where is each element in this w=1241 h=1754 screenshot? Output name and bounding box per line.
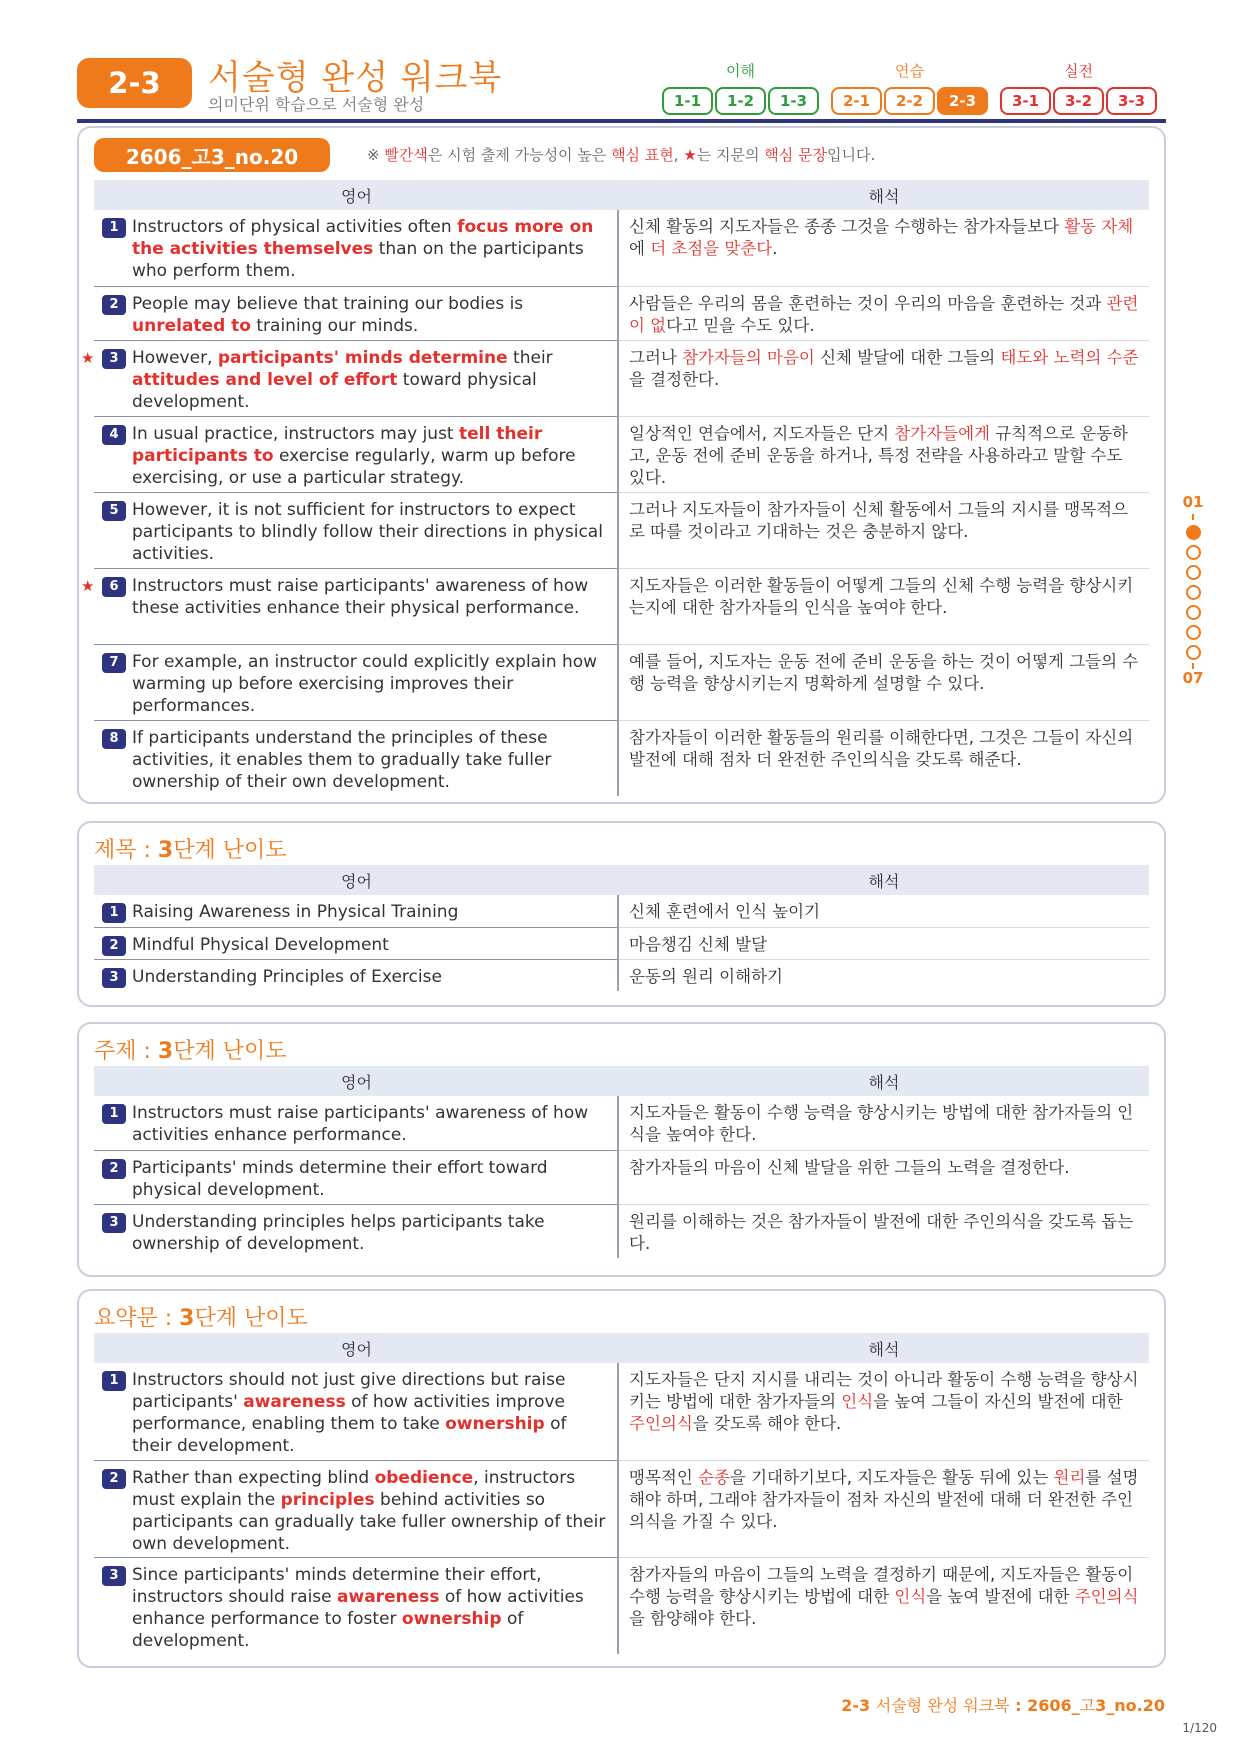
- sentence-number-badge: 3: [102, 968, 126, 988]
- text-segment: Participants' minds determine their effort toward physical development.: [132, 1158, 548, 1200]
- table-row: [81, 568, 1149, 644]
- text-segment: 참가자들의 마음이 그들의 노력을 결정하기 때문에, 지도자들은 활동이 수행 능력을 향상시키는 방법에 대한: [629, 1565, 1134, 1606]
- text-segment: Rather than expecting blind: [132, 1468, 375, 1488]
- key-expression: 참가자들에게: [894, 424, 990, 443]
- english-cell: [94, 895, 619, 927]
- key-expression: 주인의식: [1074, 1587, 1139, 1606]
- text-segment: 을 높여 발전에 대한: [926, 1587, 1075, 1606]
- side-nav-dots: [1180, 525, 1206, 660]
- key-expression: ownership: [445, 1414, 545, 1434]
- nav-group-understand: [662, 60, 819, 115]
- summary-table: [94, 1333, 1149, 1654]
- column-header-english: 영어: [341, 1339, 372, 1359]
- table-row: [94, 1557, 1149, 1654]
- sentence-number-badge: 1: [102, 903, 126, 923]
- key-expression: awareness: [337, 1587, 440, 1607]
- text-segment: 운동의 원리 이해하기: [629, 967, 783, 986]
- table-row: [94, 895, 1149, 927]
- page-subtitle: 의미단위 학습으로 서술형 완성: [208, 95, 425, 114]
- progress-dot[interactable]: [1186, 625, 1201, 640]
- text-segment: People may believe that training our bodies is: [132, 294, 524, 314]
- passage-table: [81, 180, 1149, 796]
- text-segment: Understanding Principles of Exercise: [132, 967, 442, 987]
- translation-cell: [619, 492, 1149, 568]
- english-cell: [94, 927, 619, 959]
- text-segment: 을 높여 그들이 자신의 발전에 대한: [873, 1392, 1123, 1411]
- text-segment: 규칙적으로 운동하고, 운동 전에 준비 운동을 하거나, 특정 전략을 사용하라고 말할 수도 있다.: [629, 424, 1128, 487]
- text-segment: 를 설명해야 하며, 그래야 참가자들이 점차 자신의 발전에 대해 더 완전한 주인의식을 가질 수 있다.: [629, 1468, 1139, 1531]
- translation-cell: [619, 895, 1149, 927]
- column-header-english: 영어: [341, 186, 372, 206]
- nav-group-label: 연습: [895, 62, 924, 80]
- text-segment: 을 결정한다.: [629, 370, 720, 389]
- progress-dot[interactable]: [1186, 565, 1201, 580]
- text-segment: of their development.: [132, 1414, 567, 1456]
- text-segment: In usual practice, instructors may just: [132, 424, 460, 444]
- translation-cell: [619, 1557, 1149, 1654]
- english-cell: [94, 210, 619, 286]
- page-title: 서술형 완성 워크북: [208, 58, 503, 98]
- text-segment: Instructors should not just give directions but raise participants': [132, 1370, 566, 1412]
- summary-panel: [77, 1289, 1166, 1668]
- progress-dot[interactable]: [1186, 585, 1201, 600]
- key-expression: unrelated to: [132, 316, 251, 336]
- key-expression: 인식: [894, 1587, 927, 1606]
- text-segment: 신체 발달에 대한 그들의: [814, 348, 1001, 367]
- text-segment: behind activities so participants can gradually take fuller ownership of their own development.: [132, 1490, 606, 1554]
- column-header-english: 영어: [341, 871, 372, 891]
- sentence-number-badge: 6: [102, 577, 126, 597]
- table-row: [94, 1460, 1149, 1557]
- table-row: [94, 1150, 1149, 1204]
- footer-label: 2-3 서술형 완성 워크북 : 2606_고3_no.20: [841, 1696, 1165, 1715]
- theme-panel: [77, 1022, 1166, 1277]
- side-nav-end-label: 07: [1182, 669, 1204, 687]
- section-badge: 2-3: [77, 58, 192, 108]
- text-segment: 을 함양해야 한다.: [629, 1609, 757, 1628]
- page-number: 1/120: [1182, 1721, 1217, 1735]
- section-heading: 제목 : 3단계 난이도: [94, 838, 287, 863]
- english-cell: [94, 644, 619, 720]
- table-row: [94, 959, 1149, 991]
- nav-group-label: 실전: [1064, 62, 1093, 80]
- nav-button-2-2[interactable]: 2-2: [884, 87, 935, 115]
- table-header: [94, 1066, 1149, 1096]
- progress-dot[interactable]: [1186, 545, 1201, 560]
- side-nav-bar: [1192, 514, 1194, 520]
- key-sentence-star-icon: ★: [81, 577, 95, 595]
- side-progress-nav: [1180, 493, 1206, 687]
- translation-cell: [619, 416, 1149, 492]
- side-nav-start-label: 01: [1182, 493, 1204, 511]
- english-cell: [94, 959, 619, 991]
- text-segment: 지도자들은 이러한 활동들이 어떻게 그들의 신체 수행 능력을 향상시키는지에 대한 참가자들의 인식을 높여야 한다.: [629, 576, 1134, 617]
- nav-button-3-2[interactable]: 3-2: [1053, 87, 1104, 115]
- nav-group-label: 이해: [726, 62, 755, 80]
- english-cell: [94, 492, 619, 568]
- key-expression: 더 초점을 맞춘다: [650, 239, 773, 258]
- table-row: [94, 416, 1149, 492]
- text-segment: 예를 들어, 지도자는 운동 전에 준비 운동을 하는 것이 어떻게 그들의 수행 능력을 향상시키는지 명확하게 설명할 수 있다.: [629, 652, 1139, 693]
- key-expression: focus more on the activities themselves: [132, 217, 594, 259]
- key-expression: 태도와 노력의 수준: [1000, 348, 1139, 367]
- english-cell: [94, 720, 619, 796]
- text-segment: For example, an instructor could explicitly explain how warming up before exercising improves their performances.: [132, 652, 598, 716]
- nav-button-1-3[interactable]: 1-3: [768, 87, 819, 115]
- key-expression: 관련이 없: [629, 294, 1139, 335]
- nav-button-2-3[interactable]: 2-3: [937, 87, 988, 115]
- sentence-number-badge: 2: [102, 1159, 126, 1179]
- column-header-translation: 해석: [868, 186, 900, 206]
- text-segment: 그러나 지도자들이 참가자들이 신체 활동에서 그들의 지시를 맹목적으로 따를 것이라고 기대하는 것은 충분하지 않다.: [629, 500, 1128, 541]
- nav-button-3-3[interactable]: 3-3: [1106, 87, 1157, 115]
- title-table: [94, 865, 1149, 991]
- table-row: [94, 492, 1149, 568]
- passage-panel: [77, 126, 1166, 804]
- text-segment: 원리를 이해하는 것은 참가자들이 발전에 대한 주인의식을 갖도록 돕는다.: [629, 1212, 1134, 1253]
- key-expression: 주인의식: [629, 1414, 693, 1433]
- text-segment: Instructors must raise participants' awareness of how activities enhance performance.: [132, 1103, 589, 1145]
- table-header: [94, 180, 1149, 210]
- text-segment: of how activities enhance performance to foster: [132, 1587, 584, 1629]
- translation-cell: [619, 644, 1149, 720]
- key-expression: obedience: [374, 1468, 474, 1488]
- sentence-number-badge: 3: [102, 349, 126, 369]
- text-segment: Mindful Physical Development: [132, 935, 389, 955]
- key-expression: 활동 자체: [1064, 217, 1134, 236]
- title-rows: [94, 895, 1149, 991]
- key-expression: 인식: [841, 1392, 874, 1411]
- table-row: [94, 286, 1149, 340]
- sentence-number-badge: 5: [102, 501, 126, 521]
- key-expression: participants' minds determine: [217, 348, 508, 368]
- text-segment: 그러나: [629, 348, 683, 367]
- text-segment: of how activities improve performance, enabling them to take: [132, 1392, 566, 1434]
- column-header-translation: 해석: [868, 1072, 900, 1092]
- text-segment: 마음챙김 신체 발달: [629, 935, 768, 954]
- nav-button-1-1[interactable]: 1-1: [662, 87, 713, 115]
- sentence-number-badge: 7: [102, 653, 126, 673]
- column-header-english: 영어: [341, 1072, 372, 1092]
- text-segment: 에: [629, 239, 651, 258]
- translation-cell: [619, 1204, 1149, 1258]
- table-row: [94, 210, 1149, 286]
- passage-rows: [81, 210, 1149, 796]
- translation-cell: [619, 340, 1149, 416]
- progress-dot[interactable]: [1186, 605, 1201, 620]
- key-expression: ownership: [401, 1609, 502, 1629]
- sentence-number-badge: 2: [102, 1469, 126, 1489]
- text-segment: 참가자들이 이러한 활동들의 원리를 이해한다면, 그것은 그들이 자신의 발전에 대해 점차 더 완전한 주인의식을 갖도록 해준다.: [629, 728, 1134, 769]
- key-expression: 순종: [698, 1468, 730, 1487]
- table-row: [94, 1363, 1149, 1460]
- text-segment: training our minds.: [250, 316, 419, 336]
- table-row: [94, 1204, 1149, 1258]
- theme-rows: [94, 1096, 1149, 1258]
- text-segment: 맹목적인: [629, 1468, 699, 1487]
- translation-cell: [619, 959, 1149, 991]
- nav-button-1-2[interactable]: 1-2: [715, 87, 766, 115]
- nav-group-practice: [831, 60, 988, 115]
- nav-group-actual: [1000, 60, 1157, 115]
- text-segment: 사람들은 우리의 몸을 훈련하는 것이 우리의 마음을 훈련하는 것과: [629, 294, 1107, 313]
- english-cell: [94, 1204, 619, 1258]
- key-expression: attitudes and level of effort: [132, 370, 398, 390]
- key-expression: tell their participants to: [132, 424, 543, 466]
- title-panel: [77, 821, 1166, 1007]
- translation-cell: [619, 1150, 1149, 1204]
- text-segment: 지도자들은 활동이 수행 능력을 향상시키는 방법에 대한 참가자들의 인식을 높여야 한다.: [629, 1103, 1134, 1144]
- nav-button-3-1[interactable]: 3-1: [1000, 87, 1051, 115]
- sentence-number-badge: 8: [102, 729, 126, 749]
- key-expression: 원리: [1053, 1468, 1086, 1487]
- legend-note: ※ 빨간색은 시험 출제 가능성이 높은 핵심 표현, ★는 지문의 핵심 문장입니다.: [367, 146, 876, 164]
- text-segment: 신체 활동의 지도자들은 종종 그것을 수행하는 참가자들보다: [629, 217, 1065, 236]
- translation-cell: [619, 1096, 1149, 1150]
- text-segment: than on the participants who perform them.: [132, 239, 584, 281]
- table-row: [81, 340, 1149, 416]
- text-segment: 다고 믿을 수도 있다.: [666, 316, 815, 335]
- text-segment: of development.: [132, 1609, 524, 1651]
- translation-cell: [619, 210, 1149, 286]
- translation-cell: [619, 286, 1149, 340]
- text-segment: If participants understand the principles of these activities, it enables them to gradually take fuller ownership of their own development.: [132, 728, 552, 792]
- translation-cell: [619, 568, 1149, 644]
- text-segment: Raising Awareness in Physical Training: [132, 902, 459, 922]
- key-sentence-star-icon: ★: [81, 349, 95, 367]
- text-segment: 지도자들은 단지 지시를 내리는 것이 아니라 활동이 수행 능력을 향상시키는 방법에 대한 참가자들의: [629, 1370, 1139, 1411]
- text-segment: Since participants' minds determine their effort, instructors should raise: [132, 1565, 542, 1607]
- translation-cell: [619, 927, 1149, 959]
- table-header: [94, 865, 1149, 895]
- english-cell: [81, 568, 619, 644]
- key-expression: 참가자들의 마음이: [682, 348, 815, 367]
- text-segment: their: [507, 348, 553, 368]
- text-segment: However,: [132, 348, 218, 368]
- text-segment: 을 갖도록 해야 한다.: [692, 1414, 842, 1433]
- column-header-translation: 해석: [868, 871, 900, 891]
- sentence-number-badge: 3: [102, 1566, 126, 1586]
- text-segment: toward physical development.: [132, 370, 537, 412]
- english-cell: [94, 1557, 619, 1654]
- english-cell: [94, 416, 619, 492]
- text-segment: 을 기대하기보다, 지도자들은 활동 뒤에 있는: [729, 1468, 1054, 1487]
- english-cell: [81, 340, 619, 416]
- table-row: [94, 927, 1149, 959]
- english-cell: [94, 1150, 619, 1204]
- nav-button-2-1[interactable]: 2-1: [831, 87, 882, 115]
- sentence-number-badge: 1: [102, 218, 126, 238]
- sentence-number-badge: 3: [102, 1213, 126, 1233]
- text-segment: Instructors of physical activities often: [132, 217, 458, 237]
- text-segment: Instructors must raise participants' awareness of how these activities enhance their physical performance.: [132, 576, 589, 618]
- text-segment: exercise regularly, warm up before exercising, or use a particular strategy.: [132, 446, 576, 488]
- passage-tag: 2606_고3_no.20: [94, 138, 330, 172]
- text-segment: , instructors must explain the: [132, 1468, 576, 1510]
- summary-rows: [94, 1363, 1149, 1654]
- sentence-number-badge: 4: [102, 425, 126, 445]
- table-header: [94, 1333, 1149, 1363]
- text-segment: 일상적인 연습에서, 지도자들은 단지: [629, 424, 895, 443]
- text-segment: 신체 훈련에서 인식 높이기: [629, 902, 821, 921]
- header-divider: [77, 119, 1166, 123]
- progress-dot[interactable]: [1186, 645, 1201, 660]
- text-segment: 참가자들의 마음이 신체 발달을 위한 그들의 노력을 결정한다.: [629, 1158, 1070, 1177]
- progress-dot[interactable]: [1186, 525, 1201, 540]
- column-header-translation: 해석: [868, 1339, 900, 1359]
- text-segment: .: [772, 239, 778, 258]
- key-expression: principles: [280, 1490, 375, 1510]
- key-expression: awareness: [243, 1392, 346, 1412]
- sentence-number-badge: 2: [102, 936, 126, 956]
- english-cell: [94, 1363, 619, 1460]
- sentence-number-badge: 1: [102, 1371, 126, 1391]
- english-cell: [94, 286, 619, 340]
- section-heading: 요약문 : 3단계 난이도: [94, 1306, 308, 1331]
- text-segment: Understanding principles helps participants take ownership of development.: [132, 1212, 545, 1254]
- sentence-number-badge: 1: [102, 1104, 126, 1124]
- table-row: [94, 1096, 1149, 1150]
- table-row: [94, 644, 1149, 720]
- section-heading: 주제 : 3단계 난이도: [94, 1039, 287, 1064]
- table-row: [94, 720, 1149, 796]
- translation-cell: [619, 720, 1149, 796]
- sentence-number-badge: 2: [102, 295, 126, 315]
- theme-table: [94, 1066, 1149, 1258]
- english-cell: [94, 1096, 619, 1150]
- translation-cell: [619, 1460, 1149, 1557]
- english-cell: [94, 1460, 619, 1557]
- text-segment: However, it is not sufficient for instructors to expect participants to blindly follow their directions in physical activities.: [132, 500, 603, 564]
- translation-cell: [619, 1363, 1149, 1460]
